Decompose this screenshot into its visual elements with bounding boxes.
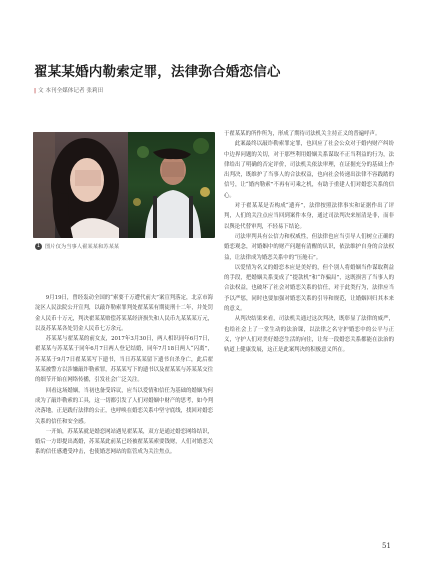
- page-number: 51: [382, 542, 391, 550]
- photo-caption: [35, 242, 215, 250]
- article-photo: [33, 132, 215, 238]
- body-paragraph: 以爱情为名义的婚恋本应是美好的，但个别人将婚姻当作谋取利益的手段，把婚姻关系变成了“提款机”和“诈骗局”，这既损害了当事人的合法权益，也破坏了社会对婚恋关系的信任，对于此类行为，法律应当予以严惩，同时也要加强对婚恋关系的引导和规范，让婚姻回归其本来的意义。: [224, 264, 394, 313]
- body-paragraph: 苏某某与翟某某的前女友，2017年3月30日，两人相识同年6月7日，翟某某与苏某某于同年6月7日两人登记结婚，同年7月18日两人“闪离”，苏某某于9月7日翟某某写下遗书，当日苏某某留下遗书自杀身亡，此后翟某某被警方以涉嫌敲诈勒索罪，苏某某写下的遗书以及翟某某与苏某某交往的细节开始在网络传播，引发社会广泛关注。: [35, 336, 213, 384]
- caption-number-badge: 1: [36, 242, 41, 249]
- body-paragraph: 此案最终以敲诈勒索罪定罪，也回应了社会公众对于婚内财产纠纷中边界问题的关切，对于那些利用婚姻关系谋取不正当利益的行为，法律给出了明确的否定评价，司法机关依法审理，在证据充分的基础上作出判决，既维护了当事人的合法权益，也向社会传递出法律不容践踏的信号，让“婚内勒索”不再有可乘之机，有助于重建人们对婚恋关系的信心。: [224, 141, 394, 199]
- body-paragraph: 从判决结果来看，司法机关通过这次判决，既彰显了法律的威严，也给社会上了一堂生动的法治课，以法律之名守护婚恋中的公平与正义，守护人们对美好婚恋生活的向往，让每一段婚恋关系都能在法治的轨道上健康发展，这正是此案判决的积极意义所在。: [224, 316, 394, 354]
- body-paragraph: 对于翟某某是否构成“遗弃”，法律按照法律事实和证据作出了评判，人们的关注点应当回到案件本身，通过司法判决来厘清是非，而非以舆论代替审判，不轻易下结论。: [224, 203, 394, 230]
- body-paragraph: 于翟某某的所作所为，形成了期待司法机关主持正义的普遍呼声。: [224, 131, 381, 137]
- right-text-column: [224, 129, 394, 356]
- caption-text: 图片仅为当事人翟某某和苏某某: [45, 244, 120, 250]
- article-headline: 翟某某婚内勒索定罪，法律弥合婚恋信心: [34, 64, 281, 80]
- left-text-column: [35, 293, 213, 458]
- body-paragraph: 一开始，苏某某就是婚恋网站遇见翟某某，双方是通过婚恋网络结识，婚后一方即提出离婚，苏某某此前某已经被翟某某索要钱财，人们对婚恋关系的信任感遭受冲击，也使婚恋网站的监管成为关注焦点。: [35, 428, 213, 456]
- photo-illustration: [33, 132, 215, 238]
- body-paragraph: 司法审判具有公信力和权威性，但法律也应当引导人们树立正确的婚恋观念，对婚姻中的财产问题有清醒的认识，依法维护自身的合法权益，让法律成为婚恋关系中的“压舱石”。: [224, 233, 394, 261]
- body-paragraph: 回看这场婚姻，当初也备受诉议，应当以爱情和信任为基础的婚姻为何成为了敲诈勒索的工具，这一切都引发了人们对婚姻中财产的思考，如今判决落地，正是践行法律的公正，也呼唤在婚恋关系中坚守底线，找回对婚恋关系的信任和安全感。: [35, 387, 213, 425]
- byline-text: 文 本刊全媒体记者 张莉田: [38, 88, 104, 94]
- byline-marker: |: [34, 88, 37, 94]
- body-paragraph: 9月19日，曾经轰动全国的“索要千万遭代前夫”案宣判落定，北京市海淀区人民法院公开宣判，以敲诈勒索罪判处翟某某有期徒刑十二年，并处罚金人民币十万元，判决翟某某赔偿苏某某经济损失和人民币九某某某万元，以及苏某某各处罚金人民币七万余元。: [35, 295, 213, 332]
- byline: [34, 86, 103, 94]
